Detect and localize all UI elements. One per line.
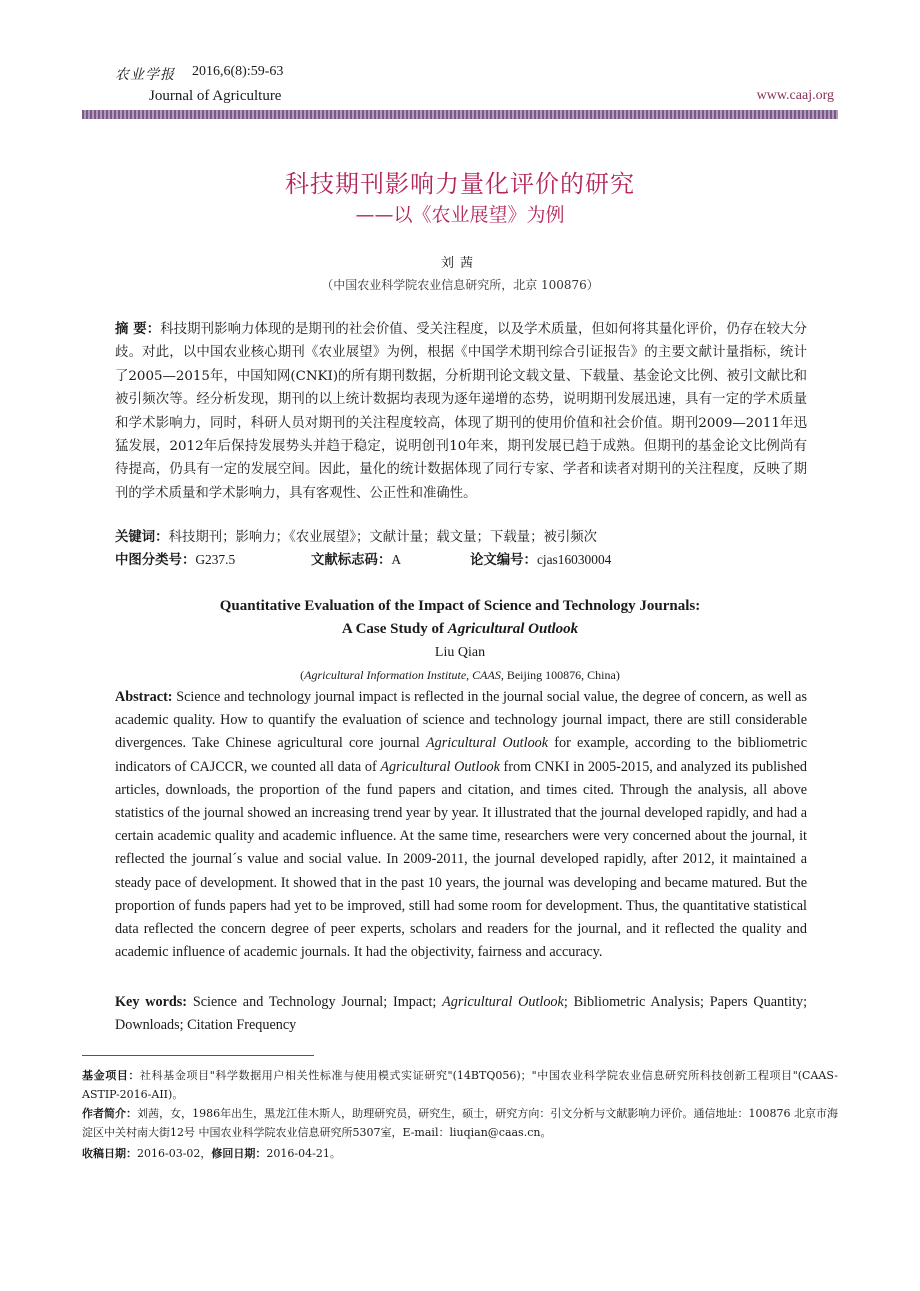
author-bio-text: 刘茜，女，1986年出生，黑龙江佳木斯人，助理研究员，研究生，硕士，研究方向：引文分析与文献影响力评价。通信地址：100876 北京市海淀区中关村南大街12号 中国农业科学院农业信息研究所5307室，E-mail：liuqian@caas.cn。 (82, 1107, 838, 1139)
abstract-en-part3: from CNKI in 2005-2015, and analyzed its published articles, downloads, the proportion of the fund papers and citation, and times cited. Through the analysis, all above statistics of the journal showed an increasing trend year by year. It illustrated that the journal developed rapidly, and had a certain academic quality and academic influence. At the same time, researchers were very concerned about the journal, it reflected the journal´s value and social value. In 2009-2011, the journal developed rapidly, after 2012, it maintained a steady pace of development. It showed that in the past 10 years, the journal was developing and became matured. But the proportion of funds papers had yet to be improved, still had some room for development. Thus, the quantitative statistical data reflected the concern degree of peer experts, scholars and readers for the journal, and it reflected the quality and academic influence of academic journals. It had the objectivity, fairness and accuracy. (115, 758, 807, 961)
affiliation-en-location: , Beijing 100876, China (500, 668, 616, 682)
author-en: Liu Qian (434, 645, 486, 660)
journal-logo: 农业学报 (115, 67, 175, 83)
title-en-journal: Agricultural Outlook (447, 621, 579, 637)
affiliation-cn: （中国农业科学院农业信息研究所，北京 100876） (321, 278, 599, 292)
author-bio-label: 作者简介： (82, 1107, 138, 1120)
journal-citation: 2016,6(8):59-63 (192, 64, 284, 79)
journal-name: Journal of Agriculture (149, 88, 282, 104)
clc-label: 中图分类号： (115, 553, 196, 568)
abstract-en-journal-2: Agricultural Outlook (380, 758, 500, 775)
doc-code-label: 文献标志码： (311, 553, 392, 568)
received-label: 收稿日期： (82, 1147, 137, 1160)
footnote-divider (82, 1055, 314, 1056)
abstract-cn (115, 318, 807, 505)
keywords-cn (115, 526, 807, 545)
doc-code-value: A (391, 552, 402, 567)
paper-title-en-line2 (0, 621, 920, 638)
abstract-en-part2: for example, according to the bibliometric indicators of CAJCCR, we counted all data of (115, 735, 808, 775)
footnote-funding (82, 1066, 838, 1104)
footnote-dates (82, 1144, 838, 1163)
keywords-cn-text: 科技期刊；影响力；《农业展望》；文献计量；载文量；下载量；被引频次 (168, 530, 598, 545)
revised-label: 修回日期： (211, 1147, 267, 1160)
abstract-en-journal-1: Agricultural Outlook (426, 735, 549, 752)
abstract-en-label: Abstract: (115, 689, 177, 705)
title-en-prefix: A Case Study of (341, 621, 448, 637)
paper-title-cn: 科技期刊影响力量化评价的研究 (285, 170, 635, 198)
paper-subtitle-cn: ——以《农业展望》为例 (355, 204, 565, 226)
footnote-author-bio (82, 1104, 838, 1142)
keywords-en (115, 991, 807, 1037)
author-cn: 刘茜 (440, 256, 479, 271)
affiliation-en-institute: Agricultural Information Institute, CAAS (304, 668, 501, 682)
abstract-cn-label: 摘 要： (115, 322, 161, 337)
clc-value: G237.5 (195, 552, 236, 567)
keywords-cn-label: 关键词： (115, 530, 169, 545)
journal-url-link[interactable]: www.caaj.org (756, 88, 834, 103)
abstract-cn-text: 科技期刊影响力体现的是期刊的社会价值、受关注程度，以及学术质量，但如何将其量化评价，仍存在较大分歧。对此，以中国农业核心期刊《农业展望》为例，根据《中国学术期刊综合引证报告》的主要文献计量指标，统计了2005—2015年，中国知网(CNKI)的所有期刊数据，分析期刊论文载文量、下载量、基金论文比例、被引文献比和被引频次等。经分析发现，期刊的以上统计数据均表现为逐年递增的态势，说明期刊发展迅速，具有一定的学术质量和学术影响力，同时，科研人员对期刊的关注程度较高，体现了期刊的使用价值和社会价值。期刊2009—2011年迅猛发展，2012年后保持发展势头并趋于稳定，说明创刊10年来，期刊发展已趋于成熟。但期刊的基金论文比例尚有待提高，仍具有一定的发展空间。因此，量化的统计数据体现了同行专家、学者和读者对期刊的关注程度，反映了期刊的学术质量和学术影响力，具有客观性、公正性和准确性。 (115, 322, 807, 501)
abstract-en (115, 686, 807, 964)
article-no-group (470, 549, 611, 568)
revised-date: 2016-04-21。 (266, 1147, 341, 1160)
article-no-label: 论文编号： (470, 553, 537, 568)
doc-code-group (311, 549, 401, 568)
affiliation-en: (Agricultural Information Institute, CAAS, Beijing 100876, China) (300, 668, 620, 682)
clc-group (115, 549, 235, 568)
keywords-en-label: Key words: (115, 994, 193, 1010)
abstract-en-part1: Science and technology journal impact is reflected in the journal social value, the degree of concern, as well as academic quality. How to quantify the evaluation of science and technology journal impact, there are still considerable divergences. Take Chinese agricultural core journal (115, 689, 807, 752)
keywords-en-journal: Agricultural Outlook (442, 994, 564, 1010)
article-no-value: cjas16030004 (536, 552, 612, 567)
paper-title-en: Quantitative Evaluation of the Impact of Science and Technology Journals: (219, 598, 701, 614)
header-divider (82, 110, 838, 119)
keywords-en-part1: Science and Technology Journal; Impact; (192, 994, 443, 1010)
received-date: 2016-03-02， (137, 1147, 212, 1160)
funding-label: 基金项目： (82, 1069, 141, 1082)
keywords-en-part2: ; Bibliometric Analysis; Papers Quantity; Downloads; Citation Frequency (115, 994, 808, 1034)
funding-text: 社科基金项目"科学数据用户相关性标准与使用模式实证研究"(14BTQ056)；"中国农业科学院农业信息研究所科技创新工程项目"(CAAS-ASTIP-2016-AII)。 (82, 1069, 839, 1101)
